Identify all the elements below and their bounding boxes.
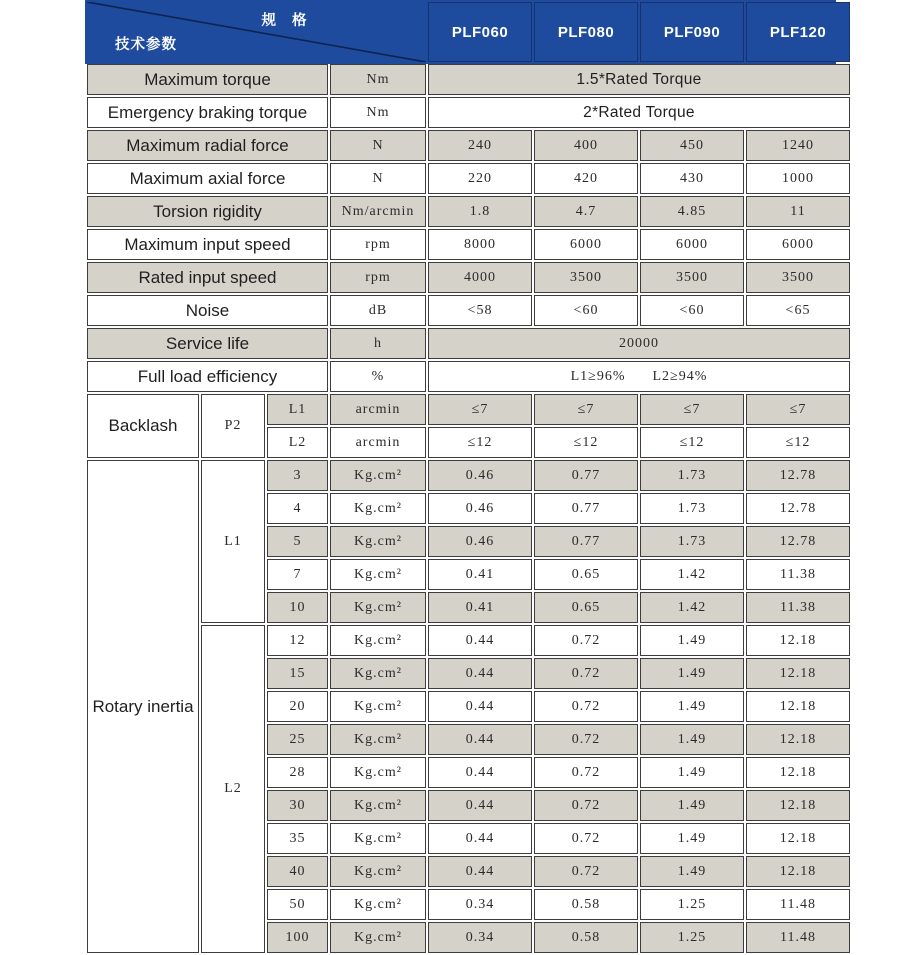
inertia-row: [87, 460, 850, 491]
value-cell: 0.44: [428, 724, 532, 755]
value-cell: ≤7: [428, 394, 532, 425]
unit-cell: rpm: [330, 229, 426, 260]
value-cell: 12.18: [746, 856, 850, 887]
value-cell: 0.44: [428, 625, 532, 656]
value-cell: 0.72: [534, 658, 638, 689]
ratio-cell: 30: [267, 790, 328, 821]
header-corner-cell: [87, 2, 426, 62]
gearbox-spec-table: [85, 0, 852, 955]
unit-cell: Kg.cm²: [330, 460, 426, 491]
value-cell: <58: [428, 295, 532, 326]
spec-row: [87, 328, 850, 359]
value-cell: ≤12: [428, 427, 532, 458]
value-cell: ≤7: [746, 394, 850, 425]
unit-cell: Kg.cm²: [330, 823, 426, 854]
row-label: Maximum radial force: [87, 130, 328, 161]
value-cell: 0.34: [428, 922, 532, 953]
value-cell: 1240: [746, 130, 850, 161]
grade-cell: P2: [201, 394, 265, 458]
ratio-cell: 50: [267, 889, 328, 920]
inertia-row: [87, 625, 850, 656]
value-cell: 0.72: [534, 790, 638, 821]
value-cell: 3500: [640, 262, 744, 293]
unit-cell: arcmin: [330, 427, 426, 458]
value-cell: 1.42: [640, 592, 744, 623]
value-cell: 1.8: [428, 196, 532, 227]
model-header-plf090: PLF090: [640, 2, 744, 62]
header-row: [87, 2, 850, 62]
unit-cell: Kg.cm²: [330, 691, 426, 722]
unit-cell: Kg.cm²: [330, 493, 426, 524]
value-cell: <60: [640, 295, 744, 326]
unit-cell: Kg.cm²: [330, 889, 426, 920]
value-cell: 0.44: [428, 691, 532, 722]
value-cell: 0.58: [534, 922, 638, 953]
value-cell: 1.49: [640, 757, 744, 788]
ratio-cell: 100: [267, 922, 328, 953]
row-label: Service life: [87, 328, 328, 359]
unit-cell: Kg.cm²: [330, 724, 426, 755]
row-label: Torsion rigidity: [87, 196, 328, 227]
unit-cell: Kg.cm²: [330, 922, 426, 953]
ratio-cell: 3: [267, 460, 328, 491]
value-cell: 1.42: [640, 559, 744, 590]
value-cell: 0.72: [534, 724, 638, 755]
value-cell: 12.18: [746, 724, 850, 755]
value-cell: 12.78: [746, 460, 850, 491]
row-label: Rated input speed: [87, 262, 328, 293]
value-cell: 0.58: [534, 889, 638, 920]
value-cell: 1.25: [640, 922, 744, 953]
value-cell: ≤12: [534, 427, 638, 458]
value-cell: 0.34: [428, 889, 532, 920]
value-cell: 4.7: [534, 196, 638, 227]
value-cell: 0.46: [428, 493, 532, 524]
row-label: Emergency braking torque: [87, 97, 328, 128]
value-cell: 0.46: [428, 526, 532, 557]
unit-cell: Kg.cm²: [330, 526, 426, 557]
corner-params-label: 技术参数: [115, 37, 177, 53]
value-cell: 0.77: [534, 493, 638, 524]
row-label: Maximum torque: [87, 64, 328, 95]
section-label-rotary-inertia: Rotary inertia: [87, 460, 199, 953]
value-cell: 2*Rated Torque: [428, 97, 850, 128]
value-cell: 0.77: [534, 526, 638, 557]
value-cell: 1.73: [640, 526, 744, 557]
value-cell: 1.73: [640, 460, 744, 491]
unit-cell: arcmin: [330, 394, 426, 425]
level-cell: L2: [267, 427, 328, 458]
value-cell: ≤7: [534, 394, 638, 425]
ratio-cell: 28: [267, 757, 328, 788]
value-cell: 11.38: [746, 559, 850, 590]
level-cell: L1: [267, 394, 328, 425]
value-cell: 4000: [428, 262, 532, 293]
ratio-cell: 40: [267, 856, 328, 887]
unit-cell: Nm: [330, 64, 426, 95]
value-cell: 11.38: [746, 592, 850, 623]
value-cell: 6000: [640, 229, 744, 260]
value-cell: 12.78: [746, 493, 850, 524]
ratio-cell: 12: [267, 625, 328, 656]
value-cell: 430: [640, 163, 744, 194]
row-label: Maximum input speed: [87, 229, 328, 260]
value-cell: 1.49: [640, 625, 744, 656]
value-cell: 1.49: [640, 790, 744, 821]
value-cell: 0.46: [428, 460, 532, 491]
value-cell: 1.25: [640, 889, 744, 920]
value-cell: ≤12: [640, 427, 744, 458]
value-cell: 0.44: [428, 658, 532, 689]
spec-row: [87, 163, 850, 194]
value-cell: 0.44: [428, 757, 532, 788]
value-cell: <60: [534, 295, 638, 326]
value-cell: 0.44: [428, 790, 532, 821]
value-cell: 20000: [428, 328, 850, 359]
corner-spec-label: 规 格: [261, 13, 313, 29]
backlash-row: [87, 394, 850, 425]
unit-cell: Nm: [330, 97, 426, 128]
value-cell: 6000: [746, 229, 850, 260]
unit-cell: rpm: [330, 262, 426, 293]
value-cell: 6000: [534, 229, 638, 260]
value-cell: 3500: [534, 262, 638, 293]
value-cell: <65: [746, 295, 850, 326]
unit-cell: Kg.cm²: [330, 658, 426, 689]
value-cell: 1.49: [640, 856, 744, 887]
value-cell: 0.72: [534, 757, 638, 788]
value-cell: 1.49: [640, 691, 744, 722]
model-header-plf080: PLF080: [534, 2, 638, 62]
unit-cell: Kg.cm²: [330, 790, 426, 821]
value-cell: 12.18: [746, 823, 850, 854]
unit-cell: dB: [330, 295, 426, 326]
value-cell: 0.41: [428, 559, 532, 590]
value-cell: 0.44: [428, 856, 532, 887]
value-cell: 11.48: [746, 889, 850, 920]
unit-cell: h: [330, 328, 426, 359]
value-cell: 4.85: [640, 196, 744, 227]
value-cell: 12.78: [746, 526, 850, 557]
value-cell: 0.65: [534, 559, 638, 590]
value-cell: 12.18: [746, 790, 850, 821]
value-cell: 0.72: [534, 856, 638, 887]
unit-cell: Kg.cm²: [330, 856, 426, 887]
value-cell: 220: [428, 163, 532, 194]
spec-row: [87, 361, 850, 392]
spec-row: [87, 130, 850, 161]
unit-cell: Kg.cm²: [330, 757, 426, 788]
value-cell: 0.72: [534, 691, 638, 722]
level-cell: L2: [201, 625, 265, 953]
unit-cell: Kg.cm²: [330, 592, 426, 623]
model-header-plf060: PLF060: [428, 2, 532, 62]
ratio-cell: 35: [267, 823, 328, 854]
value-cell: 12.18: [746, 691, 850, 722]
spec-row: [87, 262, 850, 293]
value-cell: L1≥96% L2≥94%: [428, 361, 850, 392]
value-cell: 450: [640, 130, 744, 161]
value-cell: 12.18: [746, 658, 850, 689]
unit-cell: N: [330, 130, 426, 161]
value-cell: 11.48: [746, 922, 850, 953]
unit-cell: Kg.cm²: [330, 559, 426, 590]
value-cell: 12.18: [746, 757, 850, 788]
ratio-cell: 5: [267, 526, 328, 557]
unit-cell: N: [330, 163, 426, 194]
row-label: Full load efficiency: [87, 361, 328, 392]
value-cell: 0.72: [534, 625, 638, 656]
row-label: Maximum axial force: [87, 163, 328, 194]
value-cell: 240: [428, 130, 532, 161]
ratio-cell: 10: [267, 592, 328, 623]
spec-row: [87, 229, 850, 260]
value-cell: 1.5*Rated Torque: [428, 64, 850, 95]
value-cell: 3500: [746, 262, 850, 293]
value-cell: 1000: [746, 163, 850, 194]
model-header-plf120: PLF120: [746, 2, 850, 62]
unit-cell: Nm/arcmin: [330, 196, 426, 227]
level-cell: L1: [201, 460, 265, 623]
value-cell: ≤7: [640, 394, 744, 425]
ratio-cell: 4: [267, 493, 328, 524]
ratio-cell: 15: [267, 658, 328, 689]
value-cell: 1.49: [640, 658, 744, 689]
value-cell: 11: [746, 196, 850, 227]
value-cell: 0.65: [534, 592, 638, 623]
spec-row: [87, 295, 850, 326]
value-cell: 8000: [428, 229, 532, 260]
ratio-cell: 25: [267, 724, 328, 755]
value-cell: 0.72: [534, 823, 638, 854]
unit-cell: Kg.cm²: [330, 625, 426, 656]
spec-row: [87, 64, 850, 95]
value-cell: 1.49: [640, 724, 744, 755]
value-cell: 0.41: [428, 592, 532, 623]
section-label-backlash: Backlash: [87, 394, 199, 458]
row-label: Noise: [87, 295, 328, 326]
spec-row: [87, 97, 850, 128]
value-cell: 1.73: [640, 493, 744, 524]
unit-cell: %: [330, 361, 426, 392]
value-cell: 12.18: [746, 625, 850, 656]
value-cell: ≤12: [746, 427, 850, 458]
ratio-cell: 20: [267, 691, 328, 722]
value-cell: 400: [534, 130, 638, 161]
value-cell: 420: [534, 163, 638, 194]
value-cell: 0.44: [428, 823, 532, 854]
ratio-cell: 7: [267, 559, 328, 590]
value-cell: 1.49: [640, 823, 744, 854]
value-cell: 0.77: [534, 460, 638, 491]
spec-row: [87, 196, 850, 227]
